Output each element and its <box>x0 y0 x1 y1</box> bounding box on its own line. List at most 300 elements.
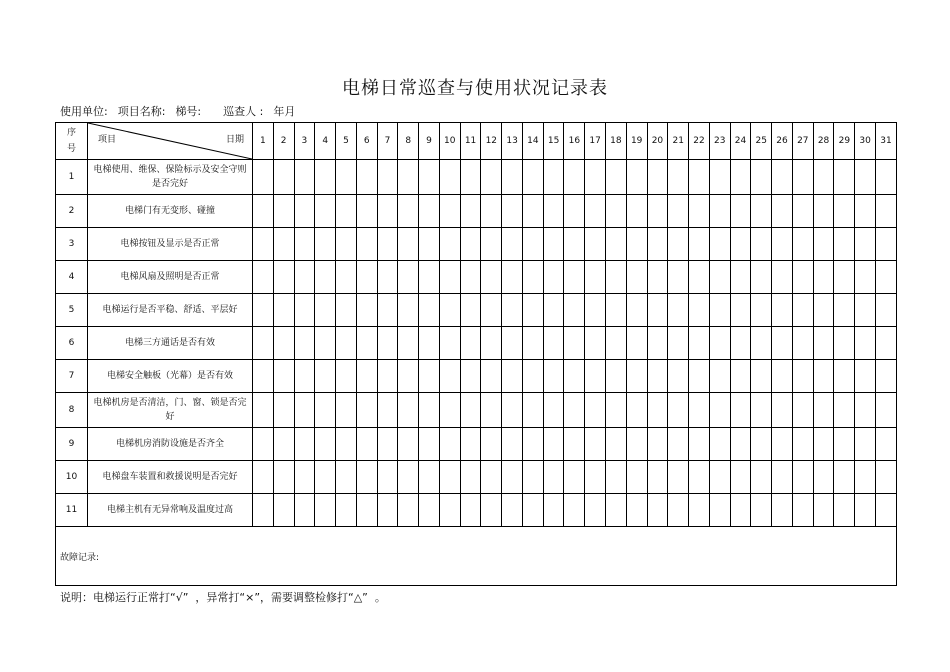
check-cell[interactable] <box>294 160 315 195</box>
check-cell[interactable] <box>543 360 564 393</box>
check-cell[interactable] <box>668 261 689 294</box>
check-cell[interactable] <box>481 195 502 228</box>
check-cell[interactable] <box>668 327 689 360</box>
check-cell[interactable] <box>772 393 793 428</box>
check-cell[interactable] <box>356 461 377 494</box>
check-cell[interactable] <box>626 327 647 360</box>
check-cell[interactable] <box>813 360 834 393</box>
check-cell[interactable] <box>751 461 772 494</box>
check-cell[interactable] <box>606 428 627 461</box>
check-cell[interactable] <box>772 428 793 461</box>
check-cell[interactable] <box>294 428 315 461</box>
check-cell[interactable] <box>377 360 398 393</box>
check-cell[interactable] <box>689 428 710 461</box>
check-cell[interactable] <box>522 261 543 294</box>
check-cell[interactable] <box>564 461 585 494</box>
check-cell[interactable] <box>792 160 813 195</box>
check-cell[interactable] <box>875 393 896 428</box>
check-cell[interactable] <box>460 160 481 195</box>
check-cell[interactable] <box>419 360 440 393</box>
check-cell[interactable] <box>543 494 564 527</box>
check-cell[interactable] <box>522 294 543 327</box>
check-cell[interactable] <box>813 228 834 261</box>
check-cell[interactable] <box>626 261 647 294</box>
check-cell[interactable] <box>481 428 502 461</box>
check-cell[interactable] <box>709 360 730 393</box>
check-cell[interactable] <box>460 261 481 294</box>
check-cell[interactable] <box>626 160 647 195</box>
check-cell[interactable] <box>502 195 523 228</box>
check-cell[interactable] <box>273 228 294 261</box>
check-cell[interactable] <box>626 461 647 494</box>
check-cell[interactable] <box>772 294 793 327</box>
check-cell[interactable] <box>730 360 751 393</box>
check-cell[interactable] <box>730 461 751 494</box>
check-cell[interactable] <box>502 428 523 461</box>
check-cell[interactable] <box>273 327 294 360</box>
check-cell[interactable] <box>398 393 419 428</box>
check-cell[interactable] <box>356 228 377 261</box>
check-cell[interactable] <box>273 461 294 494</box>
check-cell[interactable] <box>294 261 315 294</box>
check-cell[interactable] <box>273 393 294 428</box>
check-cell[interactable] <box>398 327 419 360</box>
check-cell[interactable] <box>668 195 689 228</box>
check-cell[interactable] <box>751 360 772 393</box>
check-cell[interactable] <box>294 195 315 228</box>
check-cell[interactable] <box>709 428 730 461</box>
check-cell[interactable] <box>730 160 751 195</box>
check-cell[interactable] <box>253 393 274 428</box>
check-cell[interactable] <box>668 494 689 527</box>
check-cell[interactable] <box>751 327 772 360</box>
check-cell[interactable] <box>315 228 336 261</box>
check-cell[interactable] <box>543 160 564 195</box>
check-cell[interactable] <box>668 294 689 327</box>
check-cell[interactable] <box>834 428 855 461</box>
check-cell[interactable] <box>585 428 606 461</box>
check-cell[interactable] <box>419 327 440 360</box>
check-cell[interactable] <box>253 261 274 294</box>
check-cell[interactable] <box>419 195 440 228</box>
check-cell[interactable] <box>813 393 834 428</box>
check-cell[interactable] <box>855 327 876 360</box>
check-cell[interactable] <box>398 228 419 261</box>
check-cell[interactable] <box>792 393 813 428</box>
check-cell[interactable] <box>460 228 481 261</box>
check-cell[interactable] <box>875 360 896 393</box>
check-cell[interactable] <box>626 294 647 327</box>
check-cell[interactable] <box>606 228 627 261</box>
check-cell[interactable] <box>356 261 377 294</box>
check-cell[interactable] <box>502 327 523 360</box>
check-cell[interactable] <box>647 327 668 360</box>
check-cell[interactable] <box>772 195 793 228</box>
check-cell[interactable] <box>439 228 460 261</box>
check-cell[interactable] <box>855 494 876 527</box>
check-cell[interactable] <box>398 494 419 527</box>
check-cell[interactable] <box>875 428 896 461</box>
check-cell[interactable] <box>606 461 627 494</box>
check-cell[interactable] <box>730 228 751 261</box>
check-cell[interactable] <box>855 261 876 294</box>
check-cell[interactable] <box>792 494 813 527</box>
check-cell[interactable] <box>522 393 543 428</box>
check-cell[interactable] <box>875 228 896 261</box>
check-cell[interactable] <box>481 461 502 494</box>
check-cell[interactable] <box>502 228 523 261</box>
check-cell[interactable] <box>336 294 357 327</box>
check-cell[interactable] <box>813 261 834 294</box>
check-cell[interactable] <box>439 195 460 228</box>
check-cell[interactable] <box>730 327 751 360</box>
check-cell[interactable] <box>564 428 585 461</box>
check-cell[interactable] <box>439 461 460 494</box>
check-cell[interactable] <box>875 327 896 360</box>
check-cell[interactable] <box>398 294 419 327</box>
check-cell[interactable] <box>315 294 336 327</box>
check-cell[interactable] <box>626 428 647 461</box>
check-cell[interactable] <box>585 494 606 527</box>
check-cell[interactable] <box>689 393 710 428</box>
check-cell[interactable] <box>668 393 689 428</box>
check-cell[interactable] <box>855 461 876 494</box>
check-cell[interactable] <box>585 195 606 228</box>
check-cell[interactable] <box>585 360 606 393</box>
check-cell[interactable] <box>377 228 398 261</box>
check-cell[interactable] <box>564 195 585 228</box>
check-cell[interactable] <box>772 494 793 527</box>
check-cell[interactable] <box>792 195 813 228</box>
check-cell[interactable] <box>709 461 730 494</box>
check-cell[interactable] <box>398 160 419 195</box>
check-cell[interactable] <box>709 393 730 428</box>
check-cell[interactable] <box>481 160 502 195</box>
check-cell[interactable] <box>564 160 585 195</box>
check-cell[interactable] <box>336 228 357 261</box>
check-cell[interactable] <box>419 428 440 461</box>
check-cell[interactable] <box>273 195 294 228</box>
check-cell[interactable] <box>439 160 460 195</box>
check-cell[interactable] <box>585 294 606 327</box>
check-cell[interactable] <box>834 360 855 393</box>
check-cell[interactable] <box>689 228 710 261</box>
check-cell[interactable] <box>398 261 419 294</box>
check-cell[interactable] <box>813 195 834 228</box>
check-cell[interactable] <box>709 195 730 228</box>
check-cell[interactable] <box>419 228 440 261</box>
check-cell[interactable] <box>626 228 647 261</box>
check-cell[interactable] <box>273 160 294 195</box>
check-cell[interactable] <box>356 294 377 327</box>
check-cell[interactable] <box>294 461 315 494</box>
check-cell[interactable] <box>522 461 543 494</box>
check-cell[interactable] <box>481 228 502 261</box>
check-cell[interactable] <box>834 195 855 228</box>
check-cell[interactable] <box>543 228 564 261</box>
check-cell[interactable] <box>481 494 502 527</box>
check-cell[interactable] <box>356 494 377 527</box>
check-cell[interactable] <box>315 360 336 393</box>
check-cell[interactable] <box>564 360 585 393</box>
check-cell[interactable] <box>439 494 460 527</box>
check-cell[interactable] <box>751 261 772 294</box>
check-cell[interactable] <box>460 327 481 360</box>
check-cell[interactable] <box>522 228 543 261</box>
check-cell[interactable] <box>253 327 274 360</box>
check-cell[interactable] <box>294 360 315 393</box>
check-cell[interactable] <box>834 294 855 327</box>
check-cell[interactable] <box>585 393 606 428</box>
check-cell[interactable] <box>813 160 834 195</box>
check-cell[interactable] <box>606 261 627 294</box>
check-cell[interactable] <box>689 461 710 494</box>
check-cell[interactable] <box>626 195 647 228</box>
check-cell[interactable] <box>772 327 793 360</box>
check-cell[interactable] <box>543 195 564 228</box>
check-cell[interactable] <box>792 327 813 360</box>
check-cell[interactable] <box>689 327 710 360</box>
check-cell[interactable] <box>502 294 523 327</box>
check-cell[interactable] <box>294 393 315 428</box>
check-cell[interactable] <box>709 160 730 195</box>
check-cell[interactable] <box>855 428 876 461</box>
check-cell[interactable] <box>315 261 336 294</box>
check-cell[interactable] <box>336 327 357 360</box>
check-cell[interactable] <box>751 494 772 527</box>
check-cell[interactable] <box>564 228 585 261</box>
check-cell[interactable] <box>398 195 419 228</box>
check-cell[interactable] <box>419 160 440 195</box>
check-cell[interactable] <box>356 160 377 195</box>
check-cell[interactable] <box>315 461 336 494</box>
check-cell[interactable] <box>502 360 523 393</box>
check-cell[interactable] <box>730 261 751 294</box>
check-cell[interactable] <box>689 160 710 195</box>
check-cell[interactable] <box>606 160 627 195</box>
check-cell[interactable] <box>689 195 710 228</box>
check-cell[interactable] <box>585 461 606 494</box>
check-cell[interactable] <box>689 294 710 327</box>
check-cell[interactable] <box>834 261 855 294</box>
check-cell[interactable] <box>419 294 440 327</box>
check-cell[interactable] <box>460 294 481 327</box>
check-cell[interactable] <box>439 428 460 461</box>
check-cell[interactable] <box>606 360 627 393</box>
check-cell[interactable] <box>564 393 585 428</box>
check-cell[interactable] <box>730 294 751 327</box>
check-cell[interactable] <box>356 195 377 228</box>
check-cell[interactable] <box>709 261 730 294</box>
check-cell[interactable] <box>481 261 502 294</box>
check-cell[interactable] <box>502 160 523 195</box>
check-cell[interactable] <box>481 393 502 428</box>
check-cell[interactable] <box>647 360 668 393</box>
check-cell[interactable] <box>834 160 855 195</box>
check-cell[interactable] <box>522 160 543 195</box>
check-cell[interactable] <box>772 160 793 195</box>
check-cell[interactable] <box>772 461 793 494</box>
check-cell[interactable] <box>543 294 564 327</box>
check-cell[interactable] <box>253 294 274 327</box>
check-cell[interactable] <box>356 327 377 360</box>
check-cell[interactable] <box>751 428 772 461</box>
check-cell[interactable] <box>709 494 730 527</box>
check-cell[interactable] <box>294 494 315 527</box>
check-cell[interactable] <box>751 195 772 228</box>
check-cell[interactable] <box>439 360 460 393</box>
check-cell[interactable] <box>273 428 294 461</box>
check-cell[interactable] <box>709 327 730 360</box>
check-cell[interactable] <box>522 360 543 393</box>
check-cell[interactable] <box>792 428 813 461</box>
check-cell[interactable] <box>273 360 294 393</box>
check-cell[interactable] <box>813 461 834 494</box>
check-cell[interactable] <box>336 360 357 393</box>
check-cell[interactable] <box>439 294 460 327</box>
check-cell[interactable] <box>585 327 606 360</box>
check-cell[interactable] <box>606 327 627 360</box>
check-cell[interactable] <box>315 195 336 228</box>
check-cell[interactable] <box>460 461 481 494</box>
check-cell[interactable] <box>336 461 357 494</box>
check-cell[interactable] <box>315 428 336 461</box>
check-cell[interactable] <box>543 393 564 428</box>
check-cell[interactable] <box>668 428 689 461</box>
check-cell[interactable] <box>315 160 336 195</box>
check-cell[interactable] <box>792 360 813 393</box>
check-cell[interactable] <box>356 360 377 393</box>
check-cell[interactable] <box>253 195 274 228</box>
check-cell[interactable] <box>689 261 710 294</box>
check-cell[interactable] <box>606 195 627 228</box>
check-cell[interactable] <box>356 428 377 461</box>
check-cell[interactable] <box>606 294 627 327</box>
check-cell[interactable] <box>647 195 668 228</box>
check-cell[interactable] <box>855 360 876 393</box>
check-cell[interactable] <box>253 360 274 393</box>
check-cell[interactable] <box>875 261 896 294</box>
check-cell[interactable] <box>772 228 793 261</box>
check-cell[interactable] <box>647 461 668 494</box>
check-cell[interactable] <box>689 360 710 393</box>
check-cell[interactable] <box>398 461 419 494</box>
check-cell[interactable] <box>709 228 730 261</box>
check-cell[interactable] <box>626 360 647 393</box>
check-cell[interactable] <box>502 494 523 527</box>
check-cell[interactable] <box>813 327 834 360</box>
check-cell[interactable] <box>875 494 896 527</box>
check-cell[interactable] <box>543 461 564 494</box>
check-cell[interactable] <box>709 294 730 327</box>
check-cell[interactable] <box>875 195 896 228</box>
check-cell[interactable] <box>668 360 689 393</box>
check-cell[interactable] <box>398 428 419 461</box>
check-cell[interactable] <box>834 461 855 494</box>
check-cell[interactable] <box>502 261 523 294</box>
check-cell[interactable] <box>875 294 896 327</box>
check-cell[interactable] <box>543 327 564 360</box>
check-cell[interactable] <box>522 195 543 228</box>
check-cell[interactable] <box>481 294 502 327</box>
check-cell[interactable] <box>792 294 813 327</box>
check-cell[interactable] <box>294 327 315 360</box>
check-cell[interactable] <box>626 494 647 527</box>
check-cell[interactable] <box>647 160 668 195</box>
check-cell[interactable] <box>668 461 689 494</box>
check-cell[interactable] <box>751 228 772 261</box>
check-cell[interactable] <box>730 195 751 228</box>
check-cell[interactable] <box>522 494 543 527</box>
check-cell[interactable] <box>253 228 274 261</box>
check-cell[interactable] <box>564 494 585 527</box>
check-cell[interactable] <box>377 294 398 327</box>
check-cell[interactable] <box>336 393 357 428</box>
check-cell[interactable] <box>253 461 274 494</box>
check-cell[interactable] <box>730 393 751 428</box>
check-cell[interactable] <box>668 160 689 195</box>
check-cell[interactable] <box>772 360 793 393</box>
check-cell[interactable] <box>792 228 813 261</box>
check-cell[interactable] <box>792 261 813 294</box>
check-cell[interactable] <box>564 327 585 360</box>
check-cell[interactable] <box>481 327 502 360</box>
check-cell[interactable] <box>356 393 377 428</box>
check-cell[interactable] <box>336 195 357 228</box>
check-cell[interactable] <box>668 228 689 261</box>
check-cell[interactable] <box>336 428 357 461</box>
check-cell[interactable] <box>585 261 606 294</box>
fault-record-field[interactable] <box>56 527 897 586</box>
check-cell[interactable] <box>730 428 751 461</box>
check-cell[interactable] <box>439 327 460 360</box>
check-cell[interactable] <box>813 294 834 327</box>
check-cell[interactable] <box>294 294 315 327</box>
check-cell[interactable] <box>460 393 481 428</box>
check-cell[interactable] <box>336 261 357 294</box>
check-cell[interactable] <box>377 461 398 494</box>
check-cell[interactable] <box>315 327 336 360</box>
check-cell[interactable] <box>253 428 274 461</box>
check-cell[interactable] <box>481 360 502 393</box>
check-cell[interactable] <box>772 261 793 294</box>
check-cell[interactable] <box>543 261 564 294</box>
check-cell[interactable] <box>855 195 876 228</box>
check-cell[interactable] <box>377 428 398 461</box>
check-cell[interactable] <box>377 195 398 228</box>
check-cell[interactable] <box>647 261 668 294</box>
check-cell[interactable] <box>294 228 315 261</box>
check-cell[interactable] <box>273 494 294 527</box>
check-cell[interactable] <box>834 393 855 428</box>
check-cell[interactable] <box>377 261 398 294</box>
check-cell[interactable] <box>522 428 543 461</box>
check-cell[interactable] <box>439 261 460 294</box>
check-cell[interactable] <box>419 461 440 494</box>
check-cell[interactable] <box>522 327 543 360</box>
check-cell[interactable] <box>751 393 772 428</box>
check-cell[interactable] <box>606 494 627 527</box>
check-cell[interactable] <box>626 393 647 428</box>
check-cell[interactable] <box>543 428 564 461</box>
check-cell[interactable] <box>460 195 481 228</box>
check-cell[interactable] <box>460 494 481 527</box>
check-cell[interactable] <box>377 494 398 527</box>
check-cell[interactable] <box>398 360 419 393</box>
check-cell[interactable] <box>855 160 876 195</box>
check-cell[interactable] <box>377 160 398 195</box>
check-cell[interactable] <box>253 160 274 195</box>
